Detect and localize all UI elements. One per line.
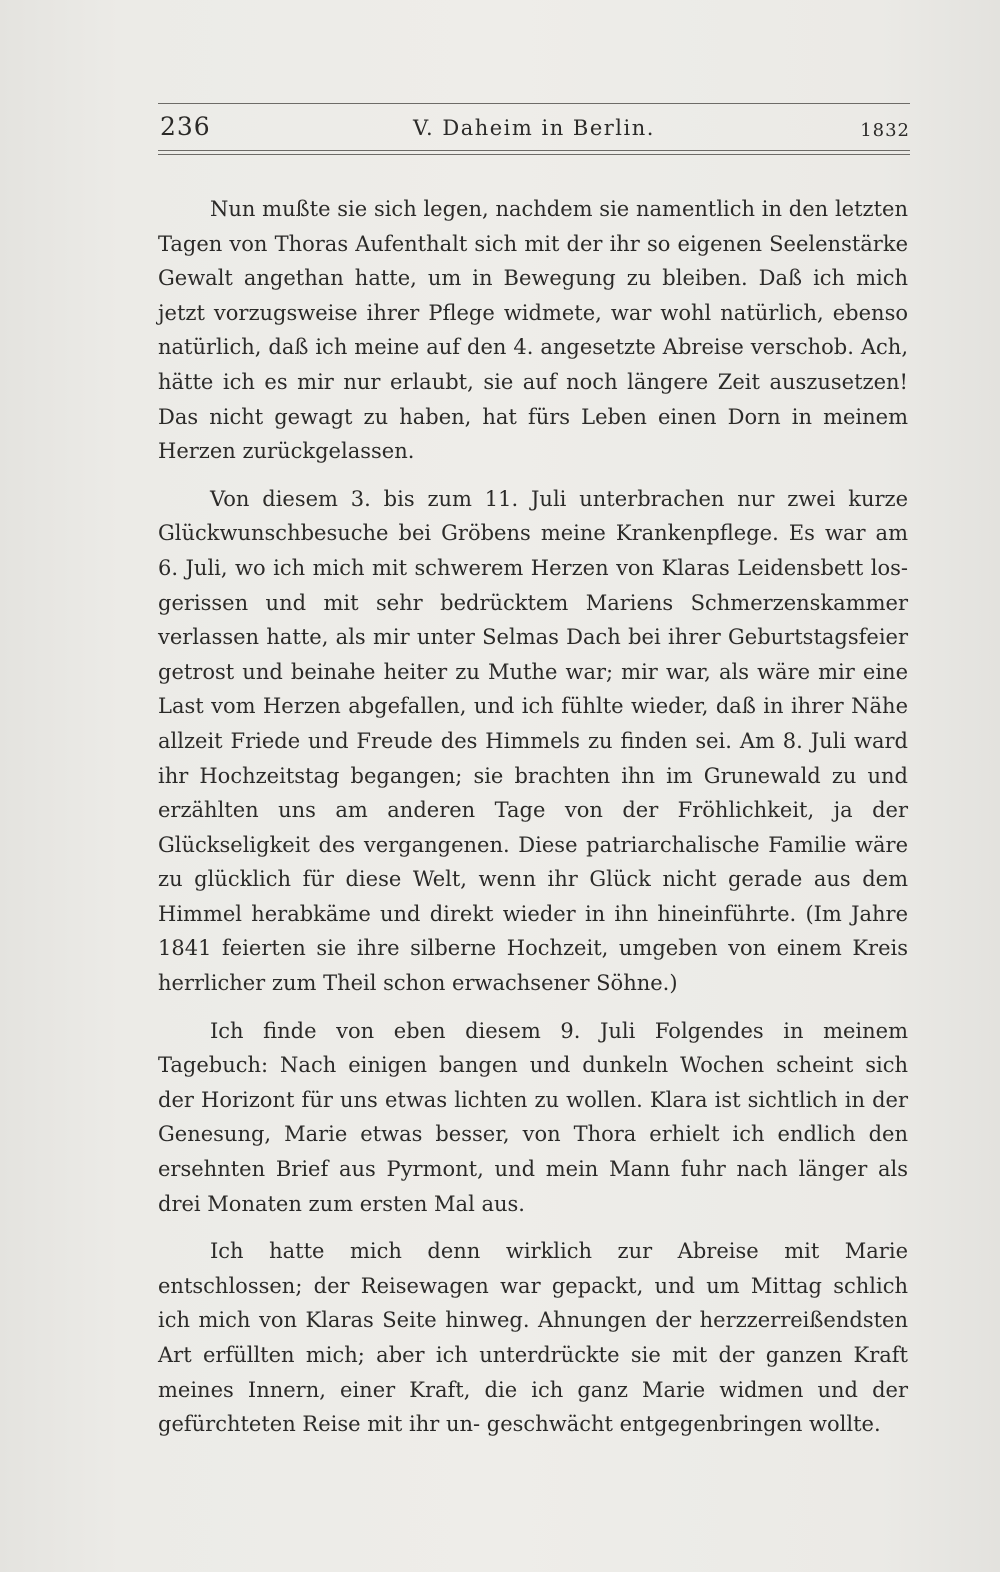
header-top-rule [158, 103, 910, 104]
header-bottom-rule [158, 150, 910, 155]
paragraph: Nun mußte sie sich legen, nachdem sie namentlich in den letzten Tagen von Thoras Aufenthalt sich mit der ihr so eigenen Seelenstärke Gewalt angethan hatte, um in Bewegung zu bleiben. Daß ich mich jetzt vorzugsweise ihrer Pflege widmete, war wohl natürlich, ebenso natürlich, daß ich meine auf den 4. angesetzte Abreise verschob. Ach, hätte ich es mir nur erlaubt, sie auf noch längere Zeit auszusetzen! Das nicht gewagt zu haben, hat fürs Leben einen Dorn in meinem Herzen zurückgelassen. [158, 197, 908, 464]
paragraph: Ich hatte mich denn wirklich zur Abreise mit Marie entschlossen; der Reisewagen war gepackt, und um Mittag schlich ich mich von Klaras Seite hinweg. Ahnungen der herzzerreißendsten Art erfüllten mich; aber ich unterdrückte sie mit der ganzen Kraft meines Innern, einer Kraft, die ich ganz Marie widmen und der gefürchteten Reise mit ihr un- geschwächt entgegenbringen wollte. [158, 1239, 908, 1437]
running-head: V. Daheim in Berlin. [413, 116, 655, 140]
page-number: 236 [160, 112, 211, 141]
page-header [158, 112, 910, 148]
body-text [158, 192, 908, 1455]
paragraph: Von diesem 3. bis zum 11. Juli unterbrachen nur zwei kurze Glückwunschbesuche bei Gröbens meine Krankenpflege. Es war am 6. Juli, wo ich mich mit schwerem Herzen von Klaras Leidensbett los- gerissen und mit sehr bedrücktem Mariens Schmerzenskammer verlassen hatte, als mir unter Selmas Dach bei ihrer Geburtstagsfeier getrost und beinahe heiter zu Muthe war; mir war, als wäre mir eine Last vom Herzen abgefallen, und ich fühlte wieder, daß in ihrer Nähe allzeit Friede und Freude des Himmels zu finden sei. Am 8. Juli ward ihr Hochzeitstag begangen; sie brachten ihn im Grunewald zu und erzählten uns am anderen Tage von der Fröhlichkeit, ja der Glückseligkeit des vergangenen. Diese patriarchalische Familie wäre zu glücklich für diese Welt, wenn ihr Glück nicht gerade aus dem Himmel herabkäme und direkt wieder in ihn hineinführte. (Im Jahre 1841 feierten sie ihre silberne Hochzeit, umgeben von einem Kreis herrlicher zum Theil schon erwachsener Söhne.) [158, 486, 908, 996]
paragraph: Ich finde von eben diesem 9. Juli Folgendes in meinem Tagebuch: Nach einigen bangen und dunkeln Wochen scheint sich der Horizont für uns etwas lichten zu wollen. Klara ist sichtlich in der Genesung, Marie etwas besser, von Thora erhielt ich endlich den ersehnten Brief aus Pyrmont, und mein Mann fuhr nach länger als drei Monaten zum ersten Mal aus. [158, 1018, 908, 1216]
header-year: 1832 [860, 120, 910, 141]
